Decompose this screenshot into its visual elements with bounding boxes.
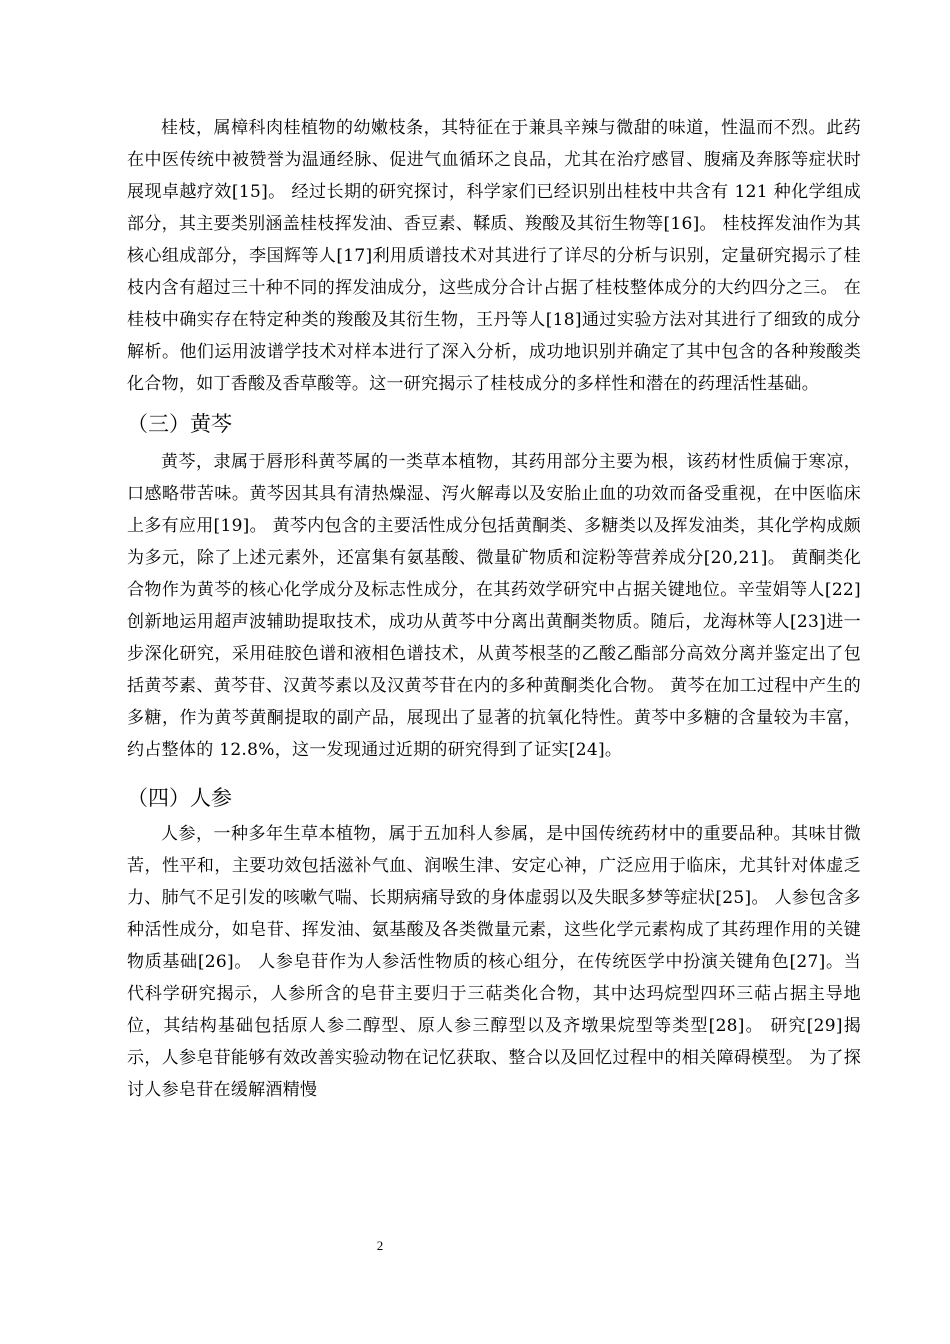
document-body (127, 112, 861, 1106)
paragraph-huangqin: 黄芩，隶属于唇形科黄芩属的一类草本植物，其药用部分主要为根，该药材性质偏于寒凉，口感略带苦味。黄芩因其具有清热燥湿、泻火解毒以及安胎止血的功效而备受重视，在中医临床上多有应用[19]。 黄芩内包含的主要活性成分包括黄酮类、多糖类以及挥发油类，其化学构成颇为多元，除了上述元素外，还富集有氨基酸、微量矿物质和淀粉等营养成分[20,21]。 黄酮类化合物作为黄芩的核心化学成分及标志性成分，在其药效学研究中占据关键地位。辛莹娟等人[22]创新地运用超声波辅助提取技术，成功从黄芩中分离出黄酮类物质。随后，龙海林等人[23]进一步深化研究，采用硅胶色谱和液相色谱技术，从黄芩根茎的乙酸乙酯部分高效分离并鉴定出了包括黄芩素、黄芩苷、汉黄芩素以及汉黄芩苷在内的多种黄酮类化合物。 黄芩在加工过程中产生的多糖，作为黄芩黄酮提取的副产品，展现出了显著的抗氧化特性。黄芩中多糖的含量较为丰富，约占整体的 12.8%，这一发现通过近期的研究得到了证实[24]。 (127, 452, 861, 760)
page-number: 2 (376, 1238, 384, 1253)
section-heading-renshen: （四）人参 (127, 786, 232, 810)
section-heading-huangqin: （三）黄芩 (127, 412, 232, 436)
paragraph-renshen: 人参，一种多年生草本植物，属于五加科人参属，是中国传统药材中的重要品种。其味甘微苦，性平和，主要功效包括滋补气血、润喉生津、安定心神，广泛应用于临床，尤其针对体虚乏力、肺气不足引发的咳嗽气喘、长期病痛导致的身体虚弱以及失眠多梦等症状[25]。 人参包含多种活性成分，如皂苷、挥发油、氨基酸及各类微量元素，这些化学元素构成了其药理作用的关键物质基础[26]。 人参皂苷作为人参活性物质的核心组分，在传统医学中扮演关键角色[27]。当代科学研究揭示，人参所含的皂苷主要归于三萜类化合物，其中达玛烷型四环三萜占据主导地位，其结构基础包括原人参二醇型、原人参三醇型以及齐墩果烷型等类型[28]。 研究[29]揭示，人参皂苷能够有效改善实验动物在记忆获取、整合以及回忆过程中的相关障碍模型。 为了探讨人参皂苷在缓解酒精慢 (127, 824, 861, 1100)
paragraph-guizhi: 桂枝，属樟科肉桂植物的幼嫩枝条，其特征在于兼具辛辣与微甜的味道，性温而不烈。此药在中医传统中被赞誉为温通经脉、促进气血循环之良品，尤其在治疗感冒、腹痛及奔豚等症状时展现卓越疗效[15]。 经过长期的研究探讨，科学家们已经识别出桂枝中共含有 121 种化学组成部分，其主要类别涵盖桂枝挥发油、香豆素、鞣质、羧酸及其衍生物等[16]。 桂枝挥发油作为其核心组成部分，李国辉等人[17]利用质谱技术对其进行了详尽的分析与识别，定量研究揭示了桂枝内含有超过三十种不同的挥发油成分，这些成分合计占据了桂枝整体成分的大约四分之三。 在桂枝中确实存在特定种类的羧酸及其衍生物，王丹等人[18]通过实验方法对其进行了细致的成分解析。他们运用波谱学技术对样本进行了深入分析，成功地识别并确定了其中包含的各种羧酸类化合物，如丁香酸及香草酸等。这一研究揭示了桂枝成分的多样性和潜在的药理活性基础。 (127, 118, 861, 394)
